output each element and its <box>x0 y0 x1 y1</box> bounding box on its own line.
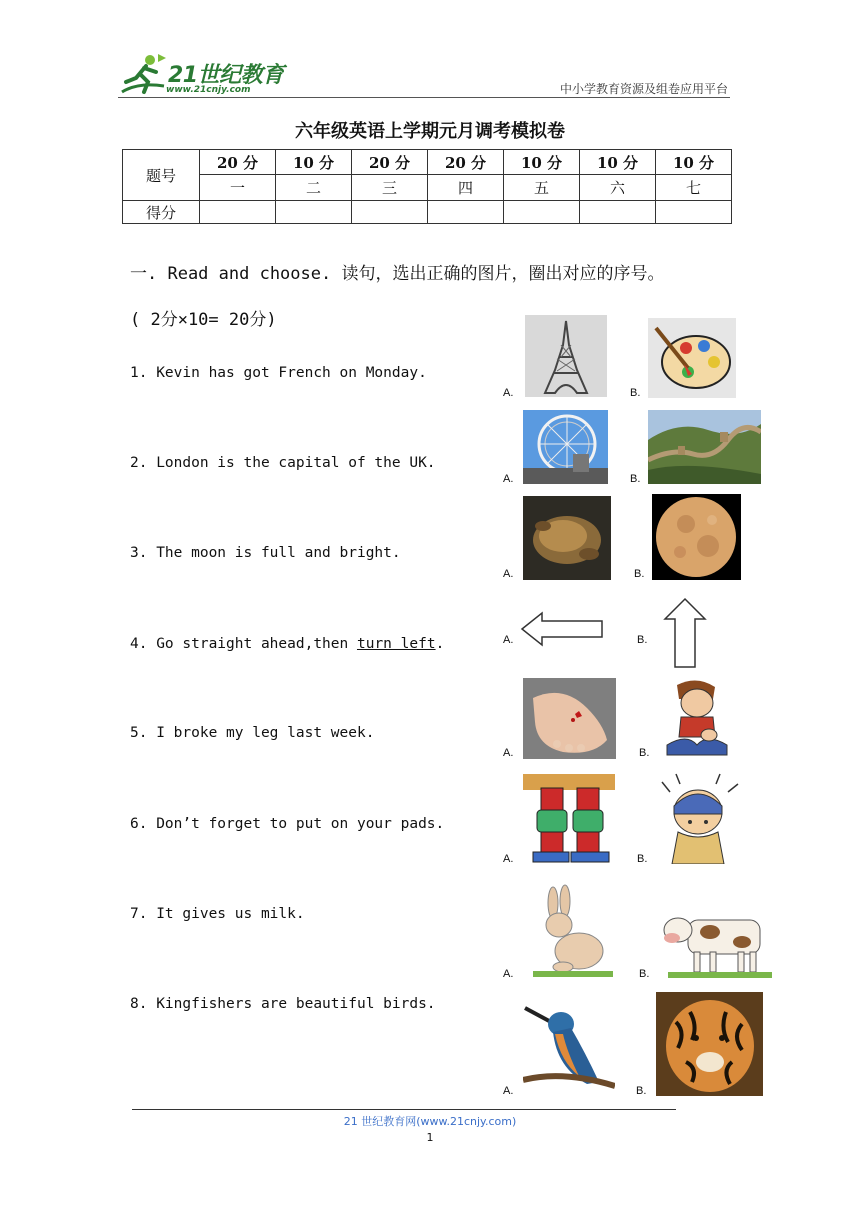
option-b-label[interactable]: B. <box>637 634 648 646</box>
roast-chicken-icon <box>523 496 611 580</box>
question-3: 3. The moon is full and bright. <box>130 545 401 561</box>
section-title-cn: 读句，选出正确的图片，圈出对应的序号。 <box>341 264 665 284</box>
question-5: 5. I broke my leg last week. <box>130 725 375 741</box>
boy-headache-image[interactable] <box>656 772 744 864</box>
row-header-cell: 题号 <box>123 150 200 201</box>
score-entry-cell[interactable] <box>200 201 276 224</box>
option-a-label[interactable]: A. <box>503 853 514 865</box>
knee-pads-icon <box>523 774 615 864</box>
option-a-label[interactable]: A. <box>503 473 514 485</box>
kingfisher-icon <box>523 992 615 1096</box>
tiger-image[interactable] <box>656 992 763 1096</box>
number-cell: 六 <box>580 175 656 201</box>
option-b-label[interactable]: B. <box>630 473 641 485</box>
table-row <box>123 201 732 224</box>
number-cell: 四 <box>428 175 504 201</box>
option-b-label[interactable]: B. <box>637 853 648 865</box>
points-cell: 20 分 <box>200 150 276 175</box>
number-cell: 三 <box>352 175 428 201</box>
option-b-label[interactable]: B. <box>634 568 645 580</box>
boy-hurt-knee-icon <box>657 675 736 759</box>
injured-foot-image[interactable] <box>523 678 616 759</box>
question-4-text: 4. Go straight ahead,then <box>130 636 357 652</box>
paint-palette-image[interactable] <box>648 318 736 398</box>
eiffel-tower-icon <box>525 315 607 397</box>
boy-headache-icon <box>656 772 744 864</box>
number-cell: 五 <box>504 175 580 201</box>
page-title: 六年级英语上学期元月调考模拟卷 <box>295 121 565 142</box>
paint-palette-icon <box>648 318 736 398</box>
score-header-cell: 得分 <box>123 201 200 224</box>
rabbit-icon <box>523 883 615 979</box>
score-entry-cell[interactable] <box>504 201 580 224</box>
option-b-label[interactable]: B. <box>639 747 650 759</box>
table-row <box>123 175 732 201</box>
header-divider <box>118 97 730 98</box>
number-cell: 一 <box>200 175 276 201</box>
option-a-label[interactable]: A. <box>503 747 514 759</box>
tiger-icon <box>656 992 763 1096</box>
option-a-label[interactable]: A. <box>503 387 514 399</box>
score-entry-cell[interactable] <box>580 201 656 224</box>
points-cell: 10 分 <box>276 150 352 175</box>
option-b-label[interactable]: B. <box>630 387 641 399</box>
score-entry-cell[interactable] <box>352 201 428 224</box>
full-moon-image[interactable] <box>652 494 741 580</box>
option-a-label[interactable]: A. <box>503 634 514 646</box>
score-table <box>122 149 732 224</box>
page-number: 1 <box>426 1131 434 1144</box>
points-cell: 10 分 <box>504 150 580 175</box>
great-wall-icon <box>648 410 761 484</box>
section-title <box>130 259 664 284</box>
question-4-underlined: turn left <box>356 636 436 652</box>
footer-site-link[interactable]: 21 世纪教育网(www.21cnjy.com) <box>343 1115 517 1128</box>
option-a-label[interactable]: A. <box>503 1085 514 1097</box>
table-row <box>123 150 732 175</box>
header-tagline: 中小学教育资源及组卷应用平台 <box>559 82 728 96</box>
points-cell: 20 分 <box>428 150 504 175</box>
knee-pads-image[interactable] <box>523 774 615 864</box>
london-eye-image[interactable] <box>523 410 608 484</box>
full-moon-icon <box>652 494 741 580</box>
boy-hurt-knee-image[interactable] <box>657 675 736 759</box>
option-a-label[interactable]: A. <box>503 568 514 580</box>
question-7: 7. It gives us milk. <box>130 906 305 922</box>
up-arrow-icon <box>663 597 707 669</box>
logo-url: www.21cnjy.com <box>166 85 251 95</box>
section-title-en: 一. Read and choose. <box>130 264 332 284</box>
number-cell: 七 <box>656 175 732 201</box>
injured-foot-icon <box>523 678 616 759</box>
points-cell: 10 分 <box>580 150 656 175</box>
option-b-label[interactable]: B. <box>636 1085 647 1097</box>
score-entry-cell[interactable] <box>656 201 732 224</box>
cow-image[interactable] <box>658 902 776 980</box>
up-arrow-image[interactable] <box>663 597 707 669</box>
question-4-end: . <box>435 636 445 652</box>
left-arrow-image[interactable] <box>520 611 604 647</box>
points-cell: 20 分 <box>352 150 428 175</box>
cow-icon <box>658 902 776 980</box>
footer-divider <box>132 1109 676 1110</box>
number-cell: 二 <box>276 175 352 201</box>
question-4 <box>130 636 444 652</box>
kingfisher-image[interactable] <box>523 992 615 1096</box>
eiffel-tower-image[interactable] <box>525 315 607 397</box>
roast-chicken-image[interactable] <box>523 496 611 580</box>
score-entry-cell[interactable] <box>428 201 504 224</box>
option-b-label[interactable]: B. <box>639 968 650 980</box>
score-entry-cell[interactable] <box>276 201 352 224</box>
points-cell: 10 分 <box>656 150 732 175</box>
london-eye-icon <box>523 410 608 484</box>
runner-logo-icon <box>118 52 168 98</box>
left-arrow-icon <box>520 611 604 647</box>
option-a-label[interactable]: A. <box>503 968 514 980</box>
great-wall-image[interactable] <box>648 410 761 484</box>
logo-text: 21世纪教育 <box>168 63 284 88</box>
section-points: ( 2分×10= 20分) <box>130 310 277 330</box>
question-6: 6. Don’t forget to put on your pads. <box>130 816 445 832</box>
question-8: 8. Kingfishers are beautiful birds. <box>130 996 436 1012</box>
rabbit-image[interactable] <box>523 883 615 979</box>
question-2: 2. London is the capital of the UK. <box>130 455 436 471</box>
question-1: 1. Kevin has got French on Monday. <box>130 365 427 381</box>
